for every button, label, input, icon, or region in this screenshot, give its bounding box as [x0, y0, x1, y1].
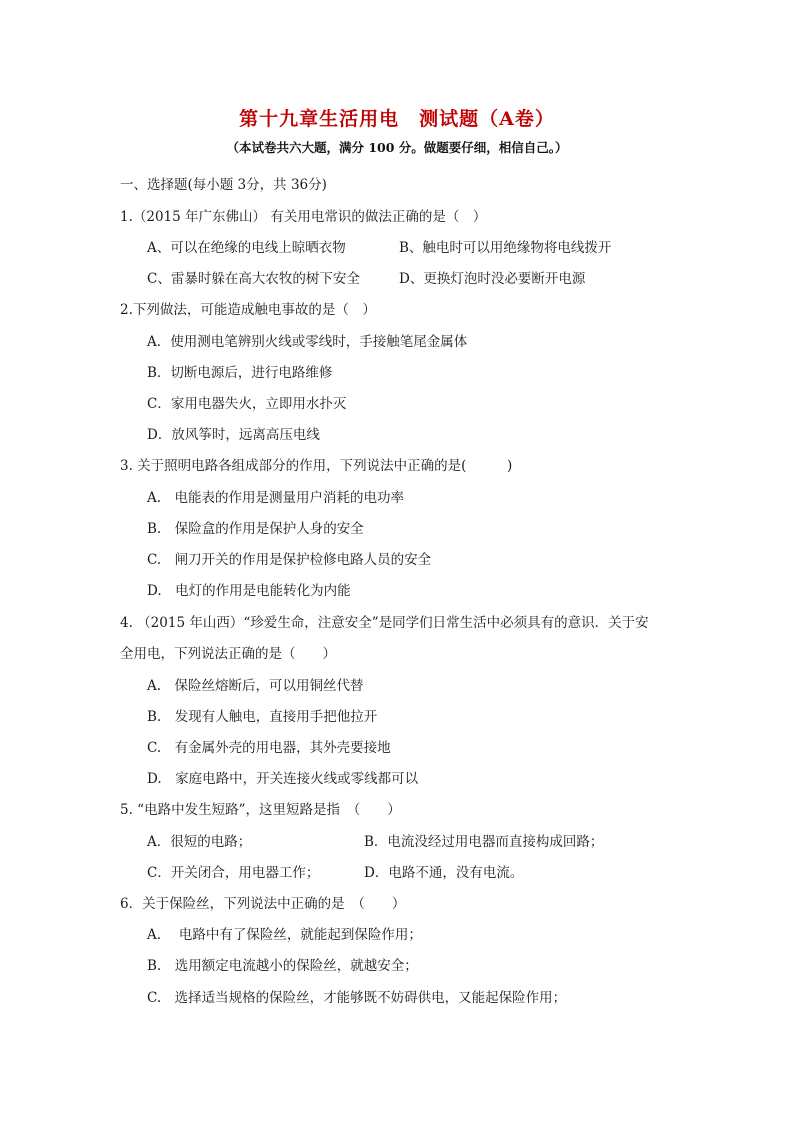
- question-1-option-d: D、更换灯泡时没必要断开电源: [399, 271, 586, 287]
- question-4-option-a: A. 保险丝熔断后，可以用铜丝代替: [147, 678, 364, 694]
- question-3-option-b: B. 保险盒的作用是保护人身的安全: [147, 521, 364, 537]
- question-6-stem: 6．关于保险丝，下列说法中正确的是 （ ）: [120, 896, 406, 912]
- question-6-option-b: B. 选用额定电流越小的保险丝，就越安全；: [147, 958, 418, 974]
- question-3-option-d: D. 电灯的作用是电能转化为内能: [147, 583, 351, 599]
- question-6-option-c: C. 选择适当规格的保险丝，才能够既不妨碍供电，又能起保险作用；: [147, 990, 567, 1006]
- question-5-option-a: A．很短的电路；: [147, 834, 252, 850]
- question-5-option-c: C．开关闭合，用电器工作；: [147, 865, 320, 881]
- page-title: 第十九章生活用电 测试题（A卷）: [239, 108, 555, 130]
- question-2-option-b: B．切断电源后，进行电路维修: [147, 365, 333, 381]
- question-1-option-c: C、雷暴时躲在高大农牧的树下安全: [147, 271, 360, 287]
- question-4-option-b: B. 发现有人触电，直接用手把他拉开: [147, 709, 378, 725]
- question-2-option-c: C．家用电器失火，立即用水扑灭: [147, 396, 347, 412]
- question-1-option-a: A、可以在绝缘的电线上晾晒衣物: [147, 240, 346, 256]
- question-3-stem: 3. 关于照明电路各组成部分的作用，下列说法中正确的是( ): [120, 458, 513, 474]
- question-3-option-c: C. 闸刀开关的作用是保护检修电路人员的安全: [147, 552, 432, 568]
- question-2-option-a: A．使用测电笔辨别火线或零线时，手接触笔尾金属体: [147, 334, 468, 350]
- section-heading: 一、选择题(每小题 3分，共 36分): [120, 177, 327, 193]
- question-3-option-a: A. 电能表的作用是测量用户消耗的电功率: [147, 490, 405, 506]
- page-subtitle: （本试卷共六大题，满分 100 分。做题要仔细，相信自己。）: [226, 140, 568, 155]
- question-5-option-b: B．电流没经过用电器而直接构成回路；: [364, 834, 604, 850]
- question-1-stem: 1.（2015 年广东佛山） 有关用电常识的做法正确的是（ ）: [120, 209, 487, 225]
- question-4-stem: 4. （2015 年山西）“珍爱生命，注意安全”是同学们日常生活中必须具有的意识．关于安: [120, 615, 649, 631]
- question-4-option-c: C. 有金属外壳的用电器，其外壳要接地: [147, 740, 391, 756]
- question-1-option-b: B、触电时可以用绝缘物将电线拨开: [399, 240, 612, 256]
- question-6-option-a: A. 电路中有了保险丝，就能起到保险作用；: [147, 927, 422, 943]
- question-4-stem-cont: 全用电，下列说法正确的是（ ）: [120, 646, 336, 662]
- question-2-stem: 2.下列做法，可能造成触电事故的是（ ）: [120, 302, 376, 318]
- question-4-option-d: D. 家庭电路中，开关连接火线或零线都可以: [147, 771, 419, 787]
- question-5-option-d: D．电路不通，没有电流。: [364, 865, 524, 881]
- question-2-option-d: D．放风筝时，远离高压电线: [147, 427, 320, 443]
- question-5-stem: 5. “电路中发生短路”，这里短路是指 （ ）: [120, 802, 401, 818]
